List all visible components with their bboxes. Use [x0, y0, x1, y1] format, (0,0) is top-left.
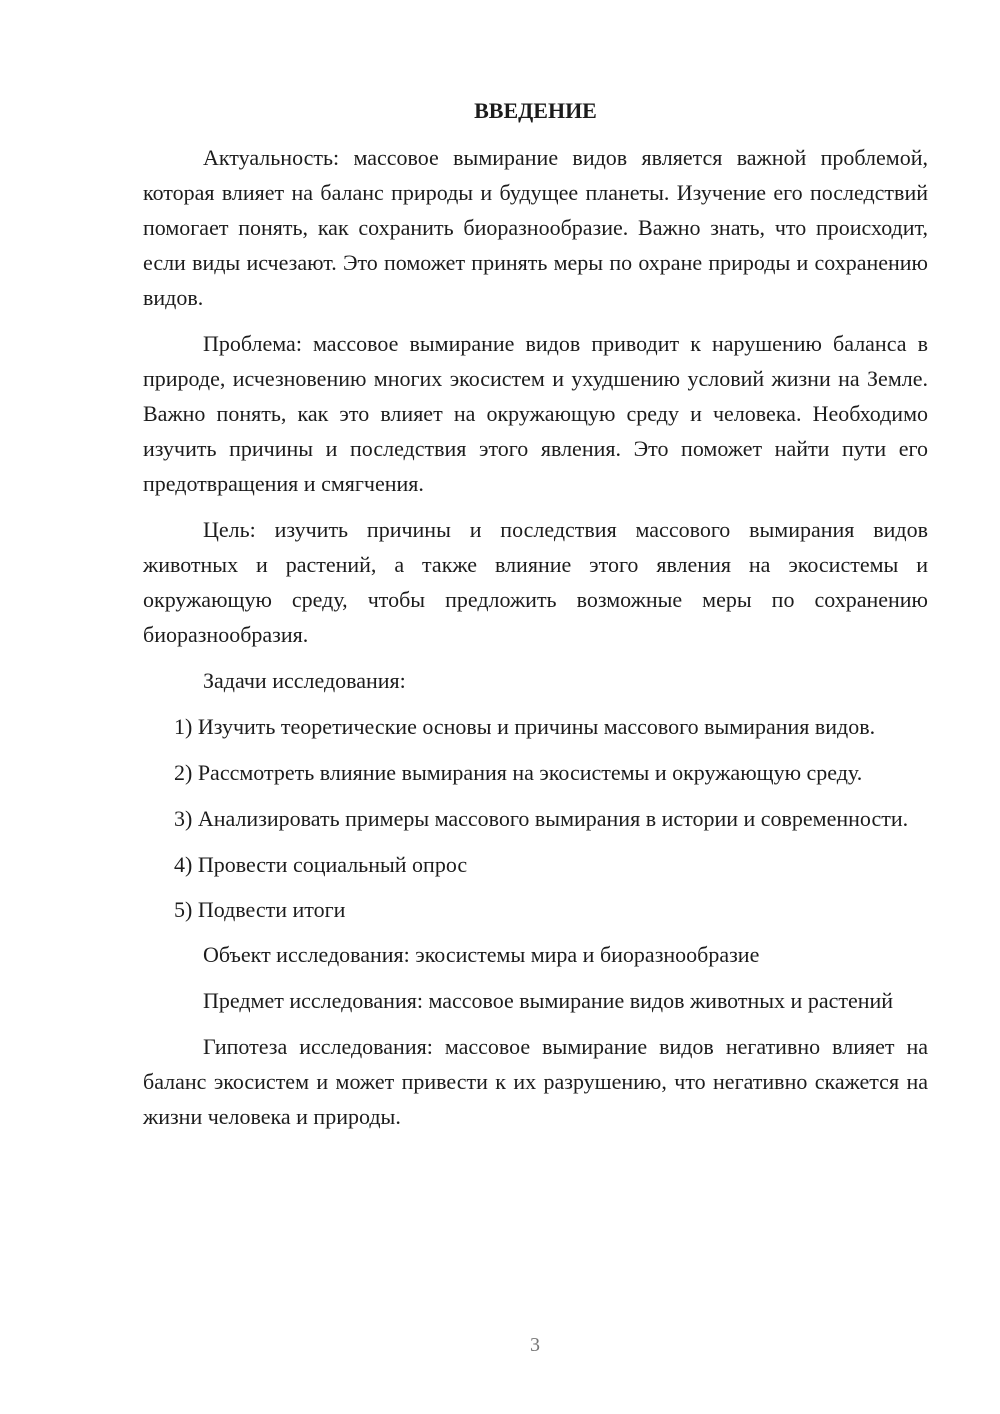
task-item-2: 2) Рассмотреть влияние вымирания на экосистемы и окружающую среду.	[174, 760, 863, 785]
task-item-4: 4) Провести социальный опрос	[174, 852, 468, 877]
section-title: ВВЕДЕНИЕ	[474, 98, 597, 123]
document-page	[143, 96, 928, 1145]
page-number: 3	[530, 1334, 540, 1356]
tasks-heading: Задачи исследования:	[203, 668, 406, 693]
hypothesis-paragraph: Гипотеза исследования: массовое вымирание видов негативно влияет на баланс экосистем и может привести к их разрушению, что негативно скажется на жизни человека и природы.	[143, 1034, 928, 1129]
subject-paragraph: Предмет исследования: массовое вымирание видов животных и растений	[203, 988, 894, 1013]
object-paragraph: Объект исследования: экосистемы мира и биоразнообразие	[203, 942, 760, 967]
task-item-5: 5) Подвести итоги	[174, 897, 346, 922]
task-item-1: 1) Изучить теоретические основы и причины массового вымирания видов.	[174, 714, 876, 739]
relevance-paragraph: Актуальность: массовое вымирание видов является важной проблемой, которая влияет на баланс природы и будущее планеты. Изучение его последствий помогает понять, как сохранить биоразнообразие. Важно знать, что происходит, если виды исчезают. Это поможет принять меры по охране природы и сохранению видов.	[143, 145, 928, 310]
problem-paragraph: Проблема: массовое вымирание видов приводит к нарушению баланса в природе, исчезновению многих экосистем и ухудшению условий жизни на Земле. Важно понять, как это влияет на окружающую среду и человека. Необходимо изучить причины и последствия этого явления. Это поможет найти пути его предотвращения и смягчения.	[143, 331, 928, 496]
task-item-3: 3) Анализировать примеры массового вымирания в истории и современности.	[174, 806, 909, 831]
goal-paragraph: Цель: изучить причины и последствия массового вымирания видов животных и растений, а также влияние этого явления на экосистемы и окружающую среду, чтобы предложить возможные меры по сохранению биоразнообразия.	[143, 517, 928, 647]
